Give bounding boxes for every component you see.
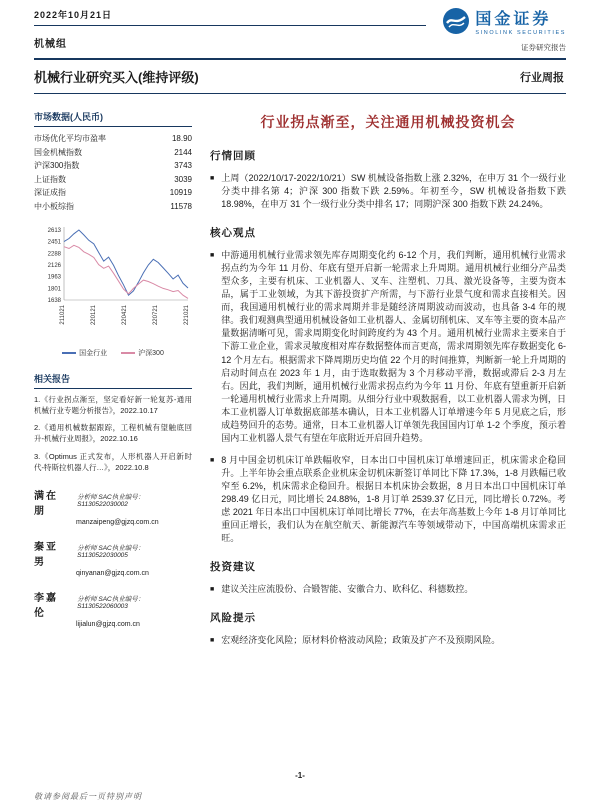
legend-swatch-gjindex: [62, 352, 76, 354]
chart-legend: [34, 348, 192, 358]
bullet-item: [210, 583, 566, 596]
market-data-table: [34, 132, 192, 214]
market-label: 市场优化平均市盈率: [34, 134, 106, 143]
analyst-card: [34, 589, 192, 628]
market-label: 中小板综指: [34, 201, 74, 211]
bullet-text: 中游通用机械行业需求领先库存周期变化约 6-12 个月，我们判断，通用机械行业需求拐点约为今年 11 月份、年底有望开启新一轮需求上升周期。通用机械行业细分产品类型众多，主要有机床、工业机器人、叉车、注塑机、刀具、激光设备等，主要为资本品，属于工业领域，为其下游投资扩产所需，与下游行业景气度和需求直接相关。因而，我国通用机械行业的需求周期并非是随经济周期波动而波动，也具备 3-4 年的规律。我们观测典型通用机械设备如工业机器人、金属切削机床、叉车等主要的资本品产量数据清晰可见，需求周期变化时间跨度约为 43 个月。通用机械行业需求主要来自于下游工业企业，需求灵敏度相对库存数据整体而言更高，需求周期领先库存数据变化 6-12 个月左右。根据需求下降周期历史均值 22 个月的时间推算，判断新一轮上升周期的启动时间点在 2023 年 1 月，由于选取数据为 3 个月移动平滑，数据或滞后 2-3 月左右。因此，我们判断，通用机械行业需求拐点约为今年 11 月份、年底有望重新开启新一轮通用机械行业需求上升周期。从细分行业中观数据看，以工业机器人需求为例，日本工业机器人订单数据底部基本确认，日本工业机器人订单增速今年 5 月见底之后，形成趋势回升的态势。通常，日本工业机器人订单领先我国国内订单 1-2 个季度，预示着国内工业机器人景气有望在年底附近开启回升趋势。: [221, 250, 566, 443]
market-label: 沪深300指数: [34, 161, 80, 171]
analyst-role: 分析师 SAC执业编号：S1130522060003: [77, 596, 145, 611]
bullet-text: 上周（2022/10/17-2022/10/21）SW 机械设备指数上涨 2.32%，在申万 31 个一级行业分类中排名第 4；沪深 300 指数下跌 2.59%。年初至今，SW 机械设备指数下跌 18.98%，在申万 31 个一级行业分类中排名 17；同期沪深 300 指数下跌 24.24%。: [221, 173, 566, 210]
page-title: 行业拐点渐至，关注通用机械投资机会: [260, 114, 516, 130]
bullet-icon: ■: [210, 586, 215, 594]
table-row: [34, 132, 192, 146]
analyst-role: 分析师 SAC执业编号：S1130522030002: [77, 494, 145, 509]
legend-swatch-hs300: [121, 352, 135, 354]
report-title: 机械行业研究买入(维持评级): [34, 70, 199, 85]
analyst-email: lijialun@gjzq.com.cn: [76, 621, 140, 629]
analyst-email: manzaipeng@gjzq.com.cn: [76, 519, 159, 527]
bullet-item: [210, 172, 566, 211]
brand-block: [443, 8, 566, 53]
section-heading-investment-advice: 投资建议: [210, 561, 256, 574]
market-label: 深证成指: [34, 188, 66, 198]
table-row: [34, 186, 192, 200]
sinolink-logo-icon: [443, 8, 469, 39]
analyst-card: [34, 538, 192, 577]
bullet-item: [210, 454, 566, 545]
analyst-name: 满在朋: [34, 491, 58, 518]
svg-text:2613: 2613: [47, 227, 61, 234]
analyst-name: 李嘉伦: [34, 593, 58, 620]
market-label: 上证指数: [34, 174, 66, 184]
market-label: 国金机械指数: [34, 147, 82, 157]
section-heading-market-review: 行情回顾: [210, 150, 256, 162]
table-row: [34, 159, 192, 173]
svg-text:1963: 1963: [47, 274, 61, 281]
table-row: [34, 173, 192, 187]
brand-subtitle: SINOLINK SECURITIES: [475, 29, 566, 36]
brand-name: 国金证券: [475, 10, 552, 28]
sidebar: [34, 110, 192, 657]
bullet-icon: ■: [210, 456, 215, 464]
page-number: -1-: [295, 771, 305, 780]
bullet-item: [210, 249, 566, 445]
market-data-heading: 市场数据(人民币): [34, 110, 192, 127]
svg-text:220421: 220421: [122, 304, 128, 325]
date-divider: [34, 25, 426, 26]
list-item[interactable]: 1.《行业拐点渐至，坚定看好新一轮复苏-通用机械行业专题分析报告》，2022.10.17: [34, 394, 192, 415]
market-value: 3743: [174, 161, 192, 171]
analyst-name: 秦亚男: [34, 542, 58, 569]
market-value: 11578: [170, 201, 192, 211]
bullet-text: 建议关注应流股份、合锻智能、安徽合力、欧科亿、科德数控。: [221, 584, 474, 595]
market-value: 2144: [174, 147, 192, 157]
bullet-item: [210, 634, 566, 647]
research-group: 机械组: [34, 39, 67, 50]
section-heading-risk-warning: 风险提示: [210, 612, 256, 625]
svg-text:220721: 220721: [153, 304, 159, 325]
report-date: 2022年10月21日: [34, 10, 113, 20]
main-content: [210, 110, 566, 657]
svg-text:221021: 221021: [184, 304, 190, 325]
market-chart: [34, 224, 192, 358]
section-heading-core-views: 核心观点: [210, 227, 256, 240]
market-value: 3039: [174, 174, 192, 184]
svg-text:211021: 211021: [60, 304, 66, 325]
title-band: [34, 58, 566, 94]
list-item[interactable]: 3.《Optimus 正式发布，人形机器人开启新时代-特斯拉机器人行…》，2022.10.8: [34, 451, 192, 472]
market-value: 18.90: [171, 134, 192, 143]
bullet-icon: ■: [210, 637, 215, 645]
svg-text:2126: 2126: [47, 262, 61, 269]
table-row: [34, 146, 192, 160]
footer-disclaimer: 敬请参阅最后一页特别声明: [34, 792, 142, 801]
svg-text:2288: 2288: [47, 250, 61, 257]
analysts-block: [34, 487, 192, 628]
analyst-email: qinyanan@gjzq.com.cn: [76, 570, 149, 578]
svg-text:220121: 220121: [91, 304, 97, 325]
list-item[interactable]: 2.《通用机械数据跟踪，工程机械有望触底回升-机械行业周报》，2022.10.16: [34, 423, 192, 444]
bullet-icon: ■: [210, 175, 215, 182]
market-value: 10919: [169, 188, 192, 198]
bullet-text: 8 月中国金切机床订单跌幅收窄，日本出口中国机床订单增速回正，机床需求企稳回升。上半年协会重点联系企业机床金切机床新签订单同比下降 17.3%，1-8 月跌幅已收窄至 6.2%，机床需求企稳回升。根据日本机床协会数据，8 月日本出口中国机床订单 298.49 亿日元，同比增长 24.88%，1-8 月订单 2539.37 亿日元，同比增长 0.72%。考虑 2021 年日本出口中国机床订单同比增长 77%，在去年高基数上今年 1-8 月订单同比重回正增长，我们认为在航空航天、新能源汽车等领域带动下，中国高端机床需求正旺。: [221, 454, 566, 544]
svg-text:1801: 1801: [47, 285, 61, 292]
page-header: [34, 8, 566, 50]
svg-text:1638: 1638: [47, 297, 61, 304]
analyst-card: [34, 487, 192, 526]
table-row: [34, 200, 192, 214]
analyst-role: 分析师 SAC执业编号：S1130522030005: [77, 545, 145, 560]
bullet-text: 宏观经济变化风险；原材料价格波动风险；政策及扩产不及预期风险。: [221, 635, 501, 646]
brand-tagline: 证券研究报告: [521, 43, 566, 52]
report-type: 行业周报: [520, 71, 564, 84]
legend-label-gjindex: 国金行业: [79, 349, 108, 357]
legend-label-hs300: 沪深300: [138, 349, 164, 357]
related-reports-heading: 相关报告: [34, 372, 192, 389]
svg-text:2451: 2451: [47, 239, 61, 246]
bullet-icon: ■: [210, 252, 215, 260]
related-reports: [34, 372, 192, 474]
